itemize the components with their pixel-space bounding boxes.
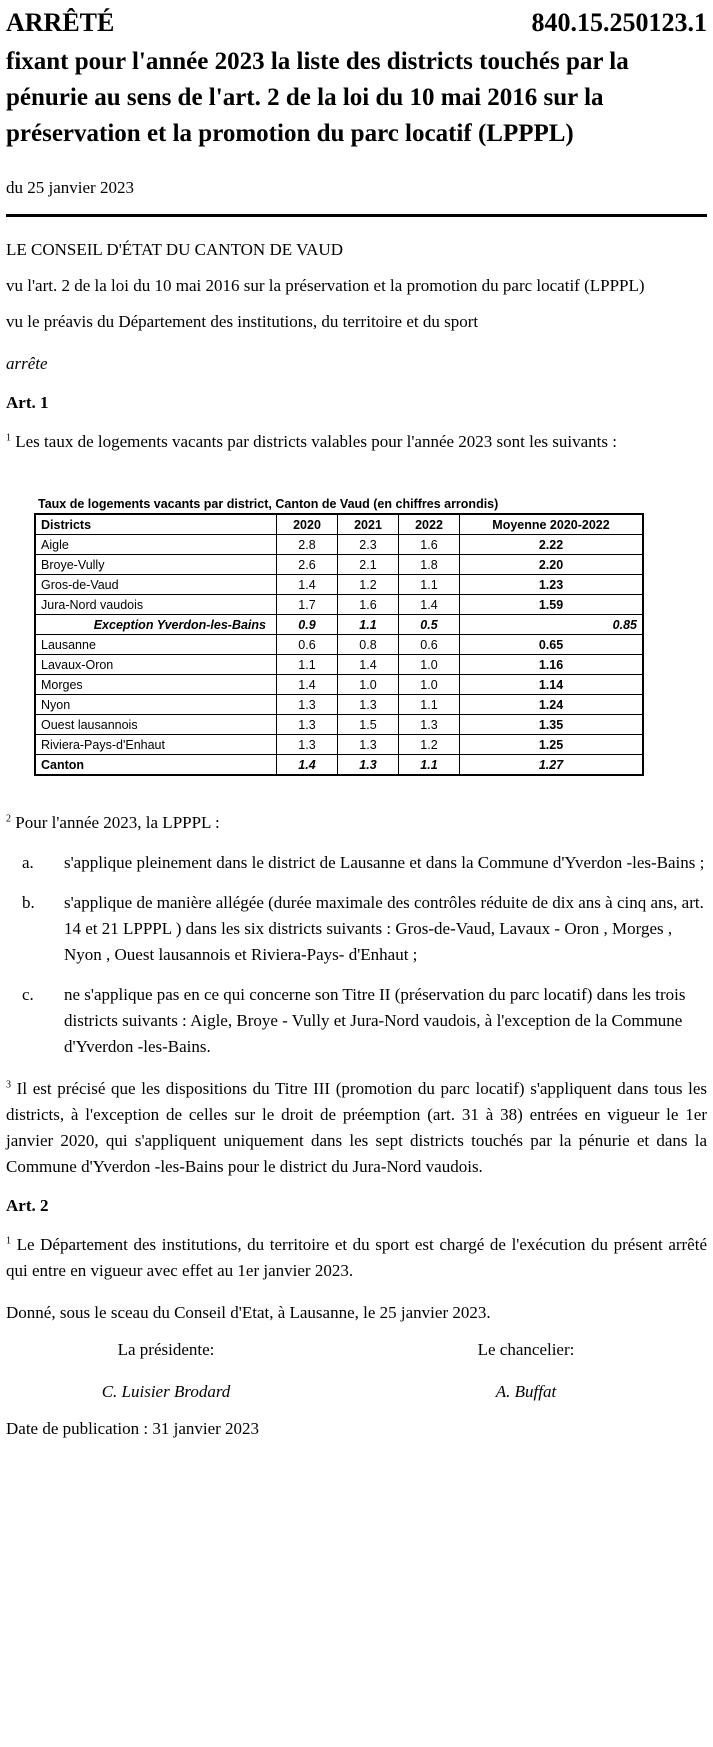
rate-cell: 1.3	[277, 695, 338, 715]
rate-cell: 1.4	[277, 755, 338, 776]
rate-cell: 1.7	[277, 595, 338, 615]
doc-number: 840.15.250123.1	[531, 8, 707, 37]
table-row	[35, 555, 643, 575]
average-cell: 1.59	[460, 595, 644, 615]
average-cell: 1.35	[460, 715, 644, 735]
rate-cell: 1.8	[399, 555, 460, 575]
rate-cell: 1.3	[338, 735, 399, 755]
average-cell: 1.25	[460, 735, 644, 755]
list-item-text: s'applique pleinement dans le district de Lausanne et dans la Commune d'Yverdon -les-Bains ;	[64, 853, 705, 872]
table-caption: Taux de logements vacants par district, Canton de Vaud (en chiffres arrondis)	[38, 497, 499, 511]
district-cell: Exception Yverdon-les-Bains	[35, 615, 277, 635]
rate-cell: 1.4	[277, 575, 338, 595]
district-cell: Aigle	[35, 535, 277, 555]
par-number: 2	[6, 813, 11, 825]
district-cell: Morges	[35, 675, 277, 695]
average-cell: 1.27	[460, 755, 644, 776]
rate-cell: 0.5	[399, 615, 460, 635]
rate-cell: 1.1	[399, 575, 460, 595]
rate-cell: 2.8	[277, 535, 338, 555]
rate-cell: 1.3	[338, 755, 399, 776]
rate-cell: 1.3	[338, 695, 399, 715]
table-row	[35, 615, 643, 635]
list-item-text: ne s'applique pas en ce qui concerne son Titre II (préservation du parc locatif) dans les trois districts suivants : Aigle, Broye - Vully et Jura-Nord vaudois, à l'exception de la Commune d'Yverdon -les-Bains.	[64, 985, 686, 1056]
rate-cell: 2.1	[338, 555, 399, 575]
district-cell: Broye-Vully	[35, 555, 277, 575]
col-header: 2021	[338, 514, 399, 535]
president-role: La présidente:	[117, 1340, 215, 1359]
table-row	[35, 675, 643, 695]
art1-paragraph-1	[6, 429, 707, 455]
average-cell: 0.85	[460, 615, 644, 635]
col-header: Districts	[35, 514, 277, 535]
rate-cell: 1.5	[338, 715, 399, 735]
vu-clause-1: vu l'art. 2 de la loi du 10 mai 2016 sur la préservation et la promotion du parc locatif (LPPPL)	[6, 276, 645, 295]
rate-cell: 1.1	[338, 615, 399, 635]
rate-cell: 1.0	[399, 655, 460, 675]
list-item-key: c.	[22, 985, 34, 1004]
article-1-title: Art. 1	[6, 393, 49, 412]
signature-names	[6, 1382, 707, 1402]
table-row	[35, 755, 643, 776]
table-row	[35, 635, 643, 655]
rate-cell: 1.4	[399, 595, 460, 615]
district-cell: Jura-Nord vaudois	[35, 595, 277, 615]
rate-cell: 1.1	[399, 755, 460, 776]
art1-paragraph-3	[6, 1076, 707, 1180]
rate-cell: 1.0	[338, 675, 399, 695]
art1-p1-text: Les taux de logements vacants par districts valables pour l'année 2023 sont les suivants :	[15, 432, 617, 451]
average-cell: 2.20	[460, 555, 644, 575]
rate-cell: 1.2	[399, 735, 460, 755]
average-cell: 1.23	[460, 575, 644, 595]
chancellor-role: Le chancelier:	[477, 1340, 575, 1359]
par-number: 1	[6, 432, 11, 444]
rate-cell: 1.2	[338, 575, 399, 595]
rate-cell: 1.1	[277, 655, 338, 675]
district-cell: Riviera-Pays-d'Enhaut	[35, 735, 277, 755]
list-item-key: a.	[22, 853, 34, 872]
rate-cell: 0.6	[399, 635, 460, 655]
average-cell: 1.24	[460, 695, 644, 715]
rate-cell: 1.4	[338, 655, 399, 675]
district-cell: Canton	[35, 755, 277, 776]
table-row	[35, 735, 643, 755]
rate-cell: 1.3	[399, 715, 460, 735]
par-number: 3	[6, 1079, 11, 1091]
district-cell: Ouest lausannois	[35, 715, 277, 735]
header-rule	[6, 214, 707, 217]
given-clause: Donné, sous le sceau du Conseil d'Etat, à Lausanne, le 25 janvier 2023.	[6, 1303, 491, 1322]
art1-p2-text: Pour l'année 2023, la LPPPL :	[15, 813, 220, 832]
rate-cell: 0.8	[338, 635, 399, 655]
table-row	[35, 575, 643, 595]
table-row	[35, 695, 643, 715]
council-heading: LE CONSEIL D'ÉTAT DU CANTON DE VAUD	[6, 240, 343, 259]
col-header: 2020	[277, 514, 338, 535]
col-header: Moyenne 2020-2022	[460, 514, 644, 535]
vu-clause-2: vu le préavis du Département des institutions, du territoire et du sport	[6, 312, 479, 331]
average-cell: 1.16	[460, 655, 644, 675]
table-row	[35, 535, 643, 555]
rate-cell: 1.3	[277, 735, 338, 755]
average-cell: 2.22	[460, 535, 644, 555]
rate-cell: 1.6	[338, 595, 399, 615]
district-cell: Lavaux-Oron	[35, 655, 277, 675]
table-row	[35, 655, 643, 675]
document-page	[6, 0, 707, 1442]
art1-p3-text: Il est précisé que les dispositions du Titre III (promotion du parc locatif) s'appliquent dans tous les districts, à l'exception de celles sur le droit de préemption (art. 31 à 38) entrées en vigueur le 1er janvier 2020, qui s'appliquent uniquement dans les sept districts touchés par la pénurie et dans la Commune d'Yverdon -les-Bains pour le district du Jura-Nord vaudois.	[6, 1079, 707, 1176]
lppl-application-list	[6, 850, 707, 1060]
district-cell: Nyon	[35, 695, 277, 715]
document-header	[6, 8, 707, 42]
list-item	[6, 890, 707, 968]
list-item	[6, 850, 707, 876]
list-item	[6, 982, 707, 1060]
average-cell: 0.65	[460, 635, 644, 655]
district-cell: Lausanne	[35, 635, 277, 655]
president-name: C. Luisier Brodard	[101, 1382, 231, 1401]
table-row	[35, 715, 643, 735]
art2-p1-text: Le Département des institutions, du territoire et du sport est chargé de l'exécution du présent arrêté qui entre en vigueur avec effet au 1er janvier 2023.	[6, 1235, 707, 1280]
vacancy-table	[34, 513, 644, 776]
article-2-title: Art. 2	[6, 1196, 49, 1215]
art1-paragraph-2	[6, 810, 707, 836]
rate-cell: 0.6	[277, 635, 338, 655]
arrete-word: arrête	[6, 354, 48, 373]
art2-paragraph-1	[6, 1232, 707, 1284]
list-item-key: b.	[22, 893, 35, 912]
document-title: fixant pour l'année 2023 la liste des districts touchés par la pénurie au sens de l'art. 2 de la loi du 10 mai 2016 sur la préservation et la promotion du parc locatif (LPPPL)	[6, 48, 629, 147]
rate-cell: 0.9	[277, 615, 338, 635]
list-item-text: s'applique de manière allégée (durée maximale des contrôles réduite de dix ans à cinq ans, art. 14 et 21 LPPPL ) dans les six districts suivants : Gros-de-Vaud, Lavaux - Oron , Morges , Nyon , Ouest lausannois et Riviera-Pays- d'Enhaut ;	[64, 893, 704, 964]
par-number: 1	[6, 1235, 11, 1247]
rate-cell: 1.1	[399, 695, 460, 715]
table-header-row	[35, 514, 643, 535]
col-header: 2022	[399, 514, 460, 535]
publication-date: Date de publication : 31 janvier 2023	[6, 1419, 260, 1438]
average-cell: 1.14	[460, 675, 644, 695]
rate-cell: 2.6	[277, 555, 338, 575]
rate-cell: 1.6	[399, 535, 460, 555]
document-date: du 25 janvier 2023	[6, 178, 134, 197]
table-row	[35, 595, 643, 615]
chancellor-name: A. Buffat	[495, 1382, 557, 1401]
signature-roles	[6, 1340, 707, 1360]
rate-cell: 1.3	[277, 715, 338, 735]
district-cell: Gros-de-Vaud	[35, 575, 277, 595]
rate-cell: 1.0	[399, 675, 460, 695]
rate-cell: 2.3	[338, 535, 399, 555]
doc-type: ARRÊTÉ	[6, 8, 115, 37]
rate-cell: 1.4	[277, 675, 338, 695]
vacancy-table-block	[34, 497, 644, 776]
